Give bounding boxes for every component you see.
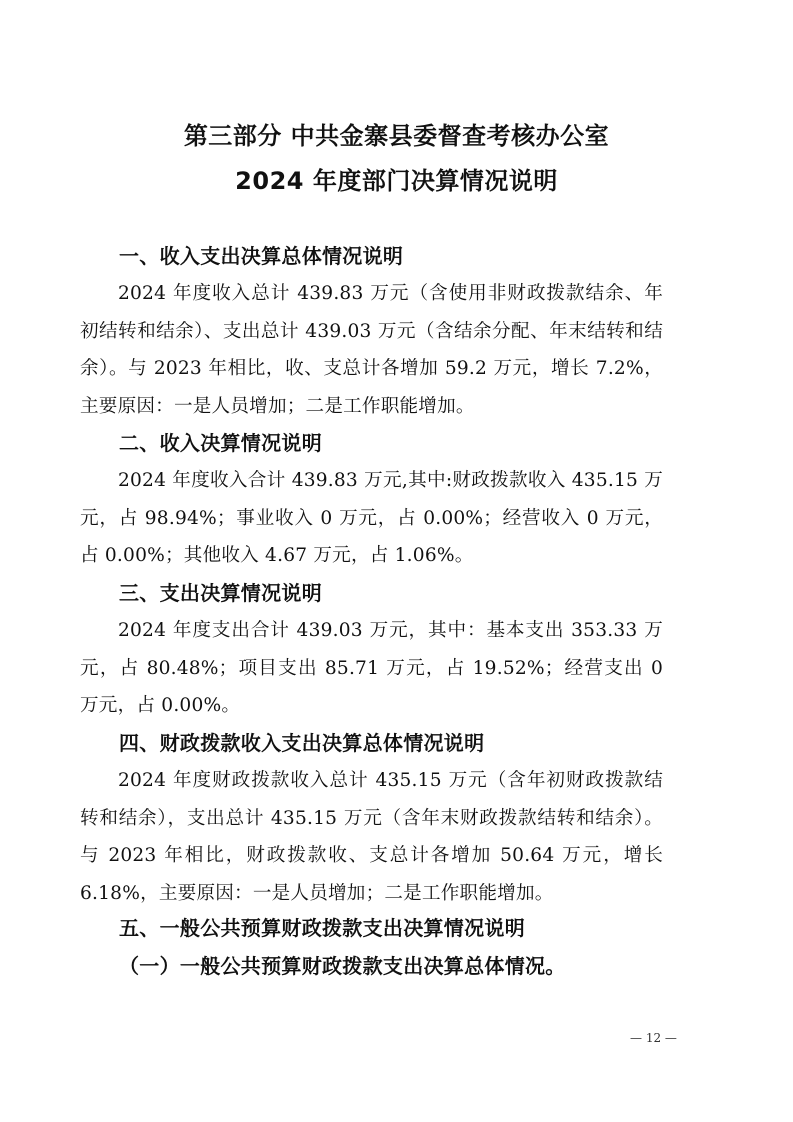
section-heading-2: 二、收入决算情况说明: [119, 431, 322, 455]
section-heading-3: 三、支出决算情况说明: [119, 581, 322, 605]
section-body-4: 2024 年度财政拨款收入总计 435.15 万元（含年初财政拨款结转和结余），支出总计 435.15 万元（含年末财政拨款结转和结余）。与 2023 年相比，财政拨款收、支总计各增加 50.64 万元，增长 6.18%，主要原因：一是人员增加；二是工作职能增加。: [80, 770, 663, 904]
section-body-2: 2024 年度收入合计 439.83 万元,其中:财政拨款收入 435.15 万元，占 98.94%；事业收入 0 万元，占 0.00%；经营收入 0 万元，占 0.00%；其他收入 4.67 万元，占 1.06%。: [80, 470, 663, 566]
section-heading-5: 五、一般公共预算财政拨款支出决算情况说明: [119, 916, 525, 940]
section-body-1: 2024 年度收入总计 439.83 万元（含使用非财政拨款结余、年初结转和结余）、支出总计 439.03 万元（含结余分配、年末结转和结余）。与 2023 年相比，收、支总计各增加 59.2 万元，增长 7.2%，主要原因：一是人员增加；二是工作职能增加。: [80, 283, 663, 417]
section-body-3: 2024 年度支出合计 439.03 万元，其中：基本支出 353.33 万元，占 80.48%；项目支出 85.71 万元，占 19.52%；经营支出 0 万元，占 0.00%。: [80, 620, 663, 716]
document-title-line-1: 第三部分 中共金寨县委督查考核办公室: [183, 122, 610, 150]
document-title-line-2: 2024 年度部门决算情况说明: [235, 167, 558, 195]
subsection-heading: （一）一般公共预算财政拨款支出决算总体情况。: [119, 954, 566, 978]
section-heading-4: 四、财政拨款收入支出决算总体情况说明: [119, 731, 485, 755]
section-heading-1: 一、收入支出决算总体情况说明: [119, 244, 404, 268]
page-number: — 12 —: [630, 1031, 677, 1045]
